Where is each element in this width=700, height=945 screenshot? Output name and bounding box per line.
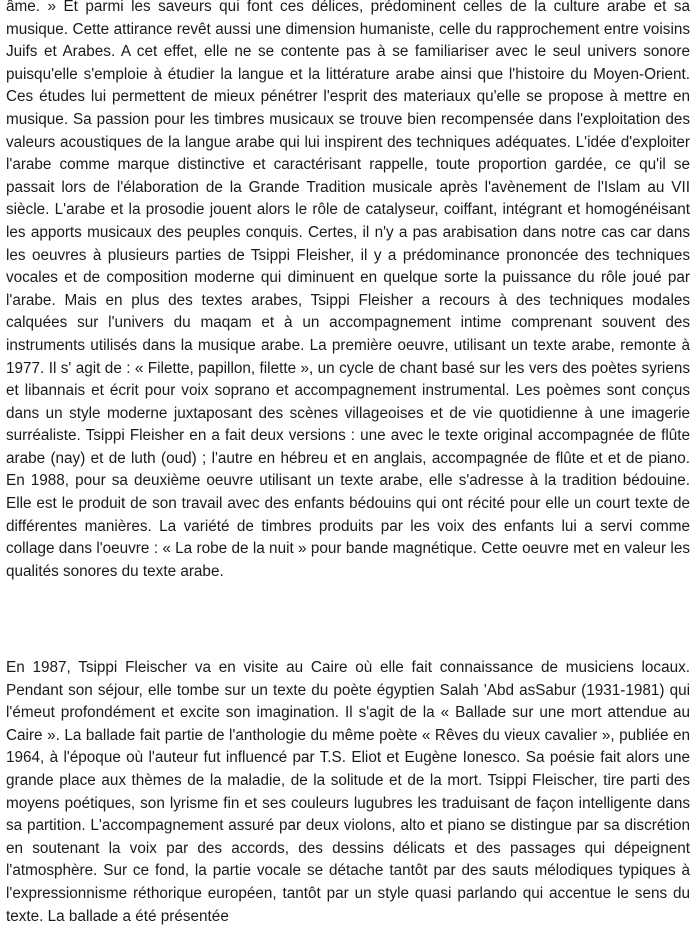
body-paragraph: âme. » Et parmi les saveurs qui font ces délices, prédominent celles de la culture arabe et sa musique. Cette attirance revêt aussi une dimension humaniste, celle du rapprochement entre voisins Juifs et Arabes. A cet effet, elle ne se contente pas à se familiariser avec le seul univers sonore puisqu'elle s'emploie à étudier la langue et la littérature arabe ainsi que l'histoire du Moyen-Orient. Ces études lui permettent de mieux pénétrer l'esprit des materiaux qu'elle se propose à mettre en musique. Sa passion pour les timbres musicaux se trouve bien recompensée dans l'exploitation des valeurs acoustiques de la langue arabe qui lui inspirent des techniques adéquates. L'idée d'exploiter l'arabe comme marque distinctive et caractérisant rappelle, toute proportion gardée, ce qu'il se passait lors de l'élaboration de la Grande Tradition musicale après l'avènement de l'Islam au VII siècle. L'arabe et la prosodie jouent alors le rôle de catalyseur, coiffant, intégrant et homogénéisant les apports musicaux des peuples conquis. Certes, il n'y a pas arabisation dans notre cas car dans les oeuvres à plusieurs parties de Tsippi Fleisher, il y a prédominance prononcée des techniques vocales et de composition moderne qui diminuent en quelque sorte la puissance du rôle joué par l'arabe. Mais en plus des textes arabes, Tsippi Fleisher a recours à des techniques modales calquées sur l'univers du maqam et à un accompagnement intime comprenant souvent des instruments utilisés dans la musique arabe. La première oeuvre, utilisant un texte arabe, remonte à 1977. Il s' agit de : « Filette, papillon, filette », un cycle de chant basé sur les vers des poètes syriens et libannais et écrit pour voix soprano et accompagnement instrumental. Les poèmes sont conçus dans un style moderne juxtaposant des scènes villageoises et de vie quotidienne à une imagerie surréaliste. Tsippi Fleisher en a fait deux versions : une avec le texte original accompagnée de flûte arabe (nay) et de luth (oud) ; l'autre en hébreu et en anglais, accompagnée de flûte et et de piano. En 1988, pour sa deuxième oeuvre utilisant un texte arabe, elle s'adresse à la tradition bédouine. Elle est le produit de son travail avec des enfants bédouins qui ont récité pour elle un court texte de différentes manières. La variété de timbres produits par les voix des enfants lui a servi comme collage dans l'oeuvre : « La robe de la nuit » pour bande magnétique. Cette oeuvre met en valeur les qualités sonores du texte arabe.	[6, 0, 690, 580]
body-paragraph: En 1987, Tsippi Fleischer va en visite au Caire où elle fait connaissance de musiciens locaux. Pendant son séjour, elle tombe sur un texte du poète égyptien Salah 'Abd asSabur (1931-1981) qui l'émeut profondément et excite son imagination. Il s'agit de la « Ballade sur une mort attendue au Caire ». La ballade fait partie de l'anthologie du même poète « Rêves du vieux cavalier », publiée en 1964, à l'époque où l'auteur fut influencé par T.S. Eliot et Eugène Ionesco. Sa poésie fait alors une grande place aux thèmes de la maladie, de la solitude et de la mort. Tsippi Fleischer, tire parti des moyens poétiques, son lyrisme fin et ses couleurs lugubres les traduisant de façon intelligente dans sa partition. L'accompagnement assuré par deux violons, alto et piano se distingue par sa discrétion en soutenant la voix par des accords, des dessins délicats et des passages qui dépeignent l'atmosphère. Sur ce fond, la partie vocale se détache tantôt par des sauts mélodiques typiques à l'expressionnisme réthorique européen, tantôt par un style quasi parlando qui accentue le sens du texte. La ballade a été présentée	[6, 659, 690, 925]
